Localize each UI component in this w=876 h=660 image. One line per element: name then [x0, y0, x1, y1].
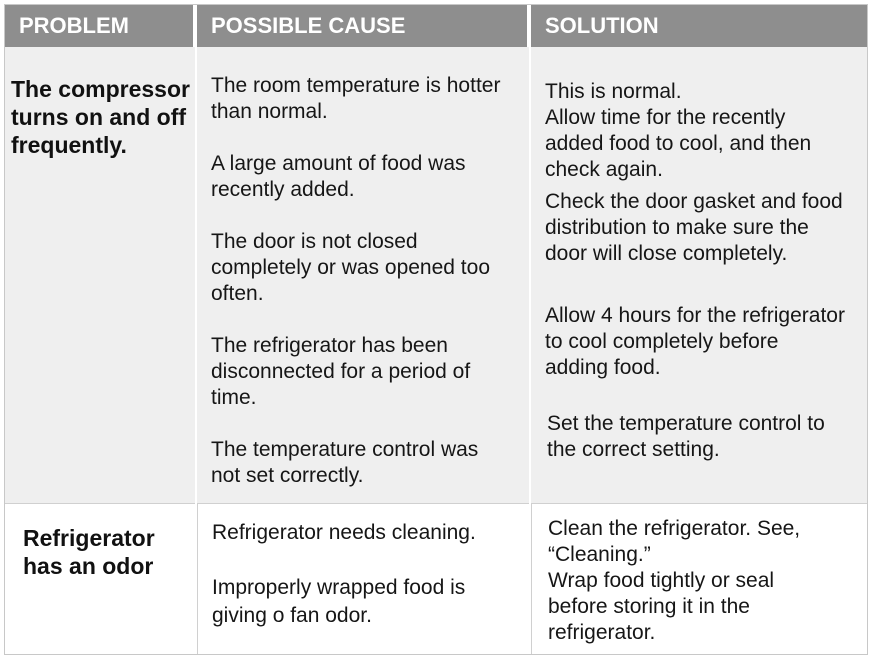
- cause-item: A large amount of food was recently added.: [211, 152, 466, 201]
- table-row-2-solution-cell: [531, 503, 867, 654]
- problem-label: The compressor turns on and off frequently.: [11, 76, 190, 158]
- cause-item: The door is not closed completely or was opened too often.: [211, 230, 490, 305]
- table-row-2-problem-cell: [5, 503, 195, 654]
- solution-item: Set the temperature control to the correct setting.: [547, 412, 825, 461]
- table-row-2-cause-cell: [197, 503, 529, 654]
- cause-item: Refrigerator needs cleaning.: [212, 521, 476, 544]
- table-row-1-problem-cell: [5, 47, 195, 503]
- table-row-1-solution-cell: [531, 47, 867, 503]
- cause-item: Improperly wrapped food is giving o fan odor.: [212, 576, 466, 627]
- header-problem: PROBLEM: [5, 5, 195, 47]
- solution-item: Clean the refrigerator. See, “Cleaning.”: [548, 517, 801, 566]
- troubleshooting-table: [4, 4, 868, 655]
- column-divider: [529, 47, 531, 503]
- column-divider: [195, 47, 197, 503]
- table-row-1-cause-cell: [197, 47, 529, 503]
- problem-label: Refrigerator has an odor: [23, 525, 155, 579]
- solution-item: Allow time for the recently added food to cool, and then check again.: [545, 106, 812, 181]
- solution-item: Wrap food tightly or seal before storing it in the refrigerator.: [548, 569, 775, 644]
- solution-item: This is normal.: [545, 80, 682, 103]
- solution-item: Allow 4 hours for the refrigerator to cool completely before adding food.: [545, 304, 845, 379]
- cause-item: The refrigerator has been disconnected for a period of time.: [211, 334, 471, 409]
- solution-item: Check the door gasket and food distribution to make sure the door will close completely.: [545, 190, 843, 265]
- header-solution: SOLUTION: [531, 5, 867, 47]
- cause-item: The temperature control was not set correctly.: [211, 438, 479, 487]
- cause-item: The room temperature is hotter than normal.: [211, 74, 501, 123]
- header-possible-cause: POSSIBLE CAUSE: [197, 5, 529, 47]
